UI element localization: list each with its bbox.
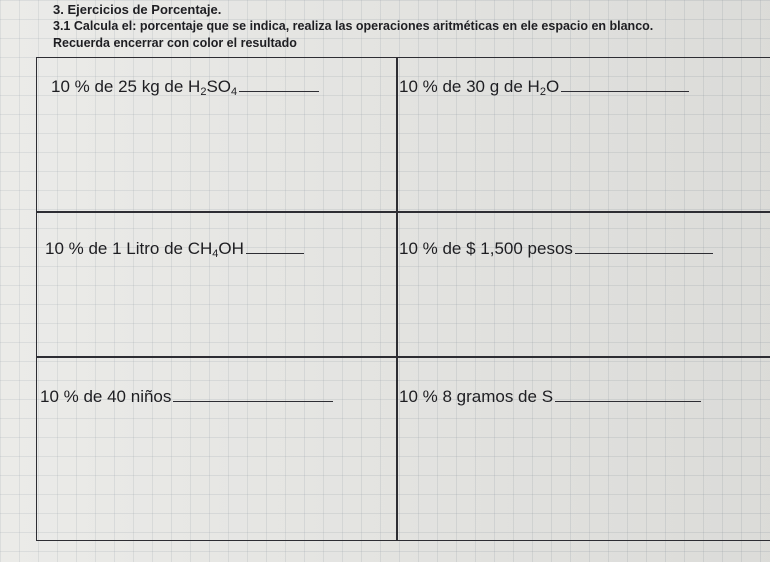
instruction-text: 3.1 Calcula el: porcentaje que se indica, realiza las operaciones aritméticas en ele espacio en blanco. [53, 19, 654, 33]
row-divider [37, 211, 770, 213]
answer-blank[interactable] [555, 386, 701, 402]
row-divider [37, 356, 770, 358]
exercise-table [36, 57, 770, 541]
answer-blank[interactable] [246, 238, 304, 254]
reminder-text: Recuerda encerrar con color el resultado [53, 36, 297, 50]
exercise-5: 10 % de 40 niños [40, 386, 333, 407]
answer-blank[interactable] [173, 386, 333, 402]
column-divider [396, 58, 398, 540]
answer-blank[interactable] [561, 76, 689, 92]
answer-blank[interactable] [575, 238, 713, 254]
answer-blank[interactable] [239, 76, 319, 92]
exercise-1: 10 % de 25 kg de $H_2SO_4$ [51, 76, 319, 102]
exercise-4: 10 % de $ 1,500 pesos [399, 238, 713, 259]
exercise-6: 10 % 8 gramos de S [399, 386, 701, 407]
exercise-3: 10 % de 1 Litro de $CH_4OH$ [45, 238, 304, 264]
exercise-2: 10 % de 30 g de $H_2O$ [399, 76, 689, 102]
section-title: 3. Ejercicios de Porcentaje. [53, 2, 222, 17]
